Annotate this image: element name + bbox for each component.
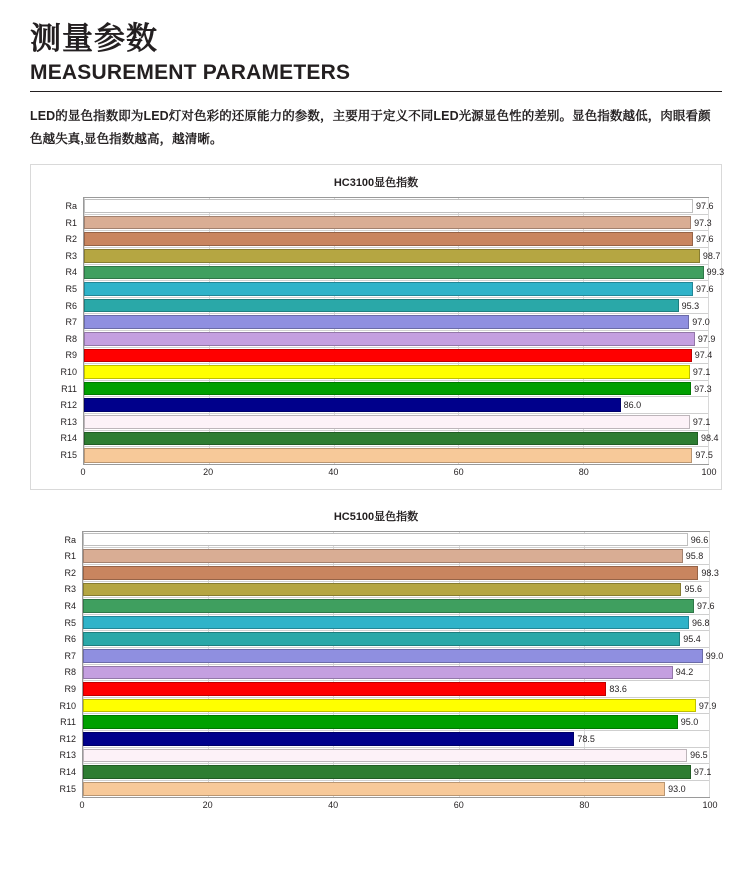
chart-bar-track xyxy=(84,397,708,413)
chart-row-label: R11 xyxy=(60,717,76,728)
page-title-en: MEASUREMENT PARAMETERS xyxy=(30,61,351,85)
chart-bar xyxy=(84,199,693,213)
chart-bar xyxy=(84,398,621,412)
chart-bar-value: 95.0 xyxy=(680,717,699,728)
chart-row xyxy=(65,215,712,232)
axis-tick-label: 80 xyxy=(579,800,590,811)
chart-bar xyxy=(84,332,695,346)
chart-bar-track xyxy=(83,781,709,798)
title-divider xyxy=(30,91,722,92)
chart-row-label: R2 xyxy=(65,234,77,245)
chart-bar-track xyxy=(84,198,714,214)
chart-row-label: R6 xyxy=(65,300,77,311)
chart-bar xyxy=(83,533,688,547)
chart-row-label: R14 xyxy=(60,433,77,444)
chart-bar-value: 96.6 xyxy=(690,534,709,545)
chart-bar xyxy=(83,616,689,630)
chart-row xyxy=(60,714,709,731)
chart-bar-value: 99.3 xyxy=(706,267,725,278)
chart-bar-track xyxy=(84,348,713,364)
chart-row xyxy=(60,447,713,464)
chart-row-label: R4 xyxy=(64,600,76,611)
chart-bar-value: 97.1 xyxy=(692,416,711,427)
chart-bar xyxy=(84,315,689,329)
chart-bar xyxy=(84,349,692,363)
chart-bar-value: 97.6 xyxy=(696,284,714,295)
chart-row xyxy=(64,598,715,615)
chart-bar xyxy=(83,549,683,563)
chart-bar-value: 96.8 xyxy=(691,617,710,628)
chart-row-label: R3 xyxy=(64,584,76,595)
chart-bar-track xyxy=(83,615,709,631)
chart-bar-value: 95.3 xyxy=(681,300,700,311)
chart-bar-value: 86.0 xyxy=(623,400,642,411)
chart-bar-value: 97.6 xyxy=(696,234,714,245)
chart-bar-value: 97.9 xyxy=(697,333,716,344)
chart-bar-track xyxy=(84,381,712,397)
chart-row xyxy=(65,231,714,248)
chart-bar-value: 97.4 xyxy=(694,350,713,361)
chart-row xyxy=(60,414,711,431)
chart-bar-value: 95.6 xyxy=(684,584,702,595)
chart-row-label: R2 xyxy=(64,567,76,578)
chart-bar-value: 97.9 xyxy=(698,700,717,711)
chart-hc3100 xyxy=(30,164,725,490)
chart-row-label: R12 xyxy=(60,400,77,411)
chart-row-label: R15 xyxy=(60,450,77,461)
chart-bar-value: 98.4 xyxy=(701,433,719,444)
chart-bar xyxy=(84,266,704,280)
chart-bar xyxy=(83,715,678,729)
chart-row xyxy=(65,281,714,298)
chart-row xyxy=(60,431,719,448)
chart-row-label: R3 xyxy=(65,250,77,261)
page-root xyxy=(0,22,752,870)
chart-row-label: R1 xyxy=(64,551,76,562)
chart-row-label: R1 xyxy=(65,217,77,228)
chart-bar xyxy=(83,583,681,597)
chart-bar xyxy=(83,732,574,746)
chart-bar-value: 96.5 xyxy=(690,750,708,761)
chart-row xyxy=(60,397,708,414)
chart-bar-track xyxy=(83,748,709,764)
chart-bar xyxy=(83,682,606,696)
chart-bar xyxy=(83,699,696,713)
chart-bar-value: 97.1 xyxy=(693,766,712,777)
chart-bar xyxy=(83,632,680,646)
intro-paragraph: LED的显色指数即为LED灯对色彩的还原能力的参数，主要用于定义不同LED光源显色性的差别。显色指数越低，肉眼看颜色越失真,显色指数越高，越清晰。 xyxy=(30,109,711,146)
axis-tick-label: 0 xyxy=(80,466,86,477)
chart-bar-value: 97.1 xyxy=(692,367,711,378)
chart-bar-value: 98.7 xyxy=(702,250,721,261)
chart-bar xyxy=(83,749,687,763)
chart-bar xyxy=(84,448,692,463)
chart-bar xyxy=(84,249,700,263)
chart-bar-value: 95.8 xyxy=(685,551,704,562)
chart-bar-track xyxy=(84,414,711,430)
chart-row-label: R12 xyxy=(59,733,76,744)
chart-bar-track xyxy=(84,331,716,347)
chart-bar xyxy=(84,432,698,446)
chart-row-label: R5 xyxy=(65,284,77,295)
chart-bar-track xyxy=(83,631,709,647)
chart-row-label: R9 xyxy=(64,683,76,694)
chart-bar-track xyxy=(83,532,709,548)
chart-row xyxy=(61,381,712,398)
chart-bar-track xyxy=(83,698,717,714)
chart-row-label: Ra xyxy=(64,534,76,545)
chart-bar-track xyxy=(83,731,709,747)
chart-bar-value: 99.0 xyxy=(705,650,724,661)
chart-bar-value: 95.4 xyxy=(683,634,701,645)
chart-bar-track xyxy=(84,314,708,330)
chart-row xyxy=(65,298,708,315)
chart-plot-area xyxy=(59,531,724,815)
chart-bar-track xyxy=(83,665,709,681)
chart-row xyxy=(65,314,710,331)
chart-row xyxy=(64,681,709,698)
chart-row-label: R15 xyxy=(59,783,76,794)
chart-row-label: R9 xyxy=(65,350,77,361)
chart-row xyxy=(64,631,709,648)
chart-bar-value: 97.5 xyxy=(695,450,713,461)
chart-bar xyxy=(83,566,698,580)
chart-plot-area xyxy=(60,197,725,481)
axis-tick-label: 20 xyxy=(202,800,213,811)
chart-bar-track xyxy=(84,431,719,447)
chart-bar xyxy=(84,382,691,396)
chart-row xyxy=(64,548,709,565)
chart-bar-track xyxy=(83,648,724,664)
chart-bar-value: 97.3 xyxy=(694,383,712,394)
chart-bar-track xyxy=(84,265,725,281)
chart-bar-track xyxy=(83,598,715,614)
chart-bar-value: 78.5 xyxy=(577,733,595,744)
chart-title: HC3100显色指数 xyxy=(333,177,419,190)
chart-bar xyxy=(84,299,679,313)
chart-row-label: R6 xyxy=(64,634,76,645)
chart-row xyxy=(59,764,712,781)
chart-title: HC5100显色指数 xyxy=(333,510,419,523)
chart-row-label: R11 xyxy=(61,383,77,394)
chart-bar-track xyxy=(84,248,721,264)
chart-hc5100 xyxy=(30,504,722,823)
chart-bar-value: 97.0 xyxy=(692,317,710,328)
chart-row xyxy=(65,265,725,282)
chart-row xyxy=(65,248,721,265)
chart-row-label: R14 xyxy=(59,766,76,777)
chart-bar-track xyxy=(83,582,709,598)
chart-row-label: R5 xyxy=(64,617,76,628)
chart-bar xyxy=(83,666,673,680)
chart-x-axis xyxy=(79,798,718,814)
chart-row-label: R8 xyxy=(65,333,77,344)
chart-bar xyxy=(83,599,694,613)
chart-bar-track xyxy=(83,565,719,581)
chart-row-label: R7 xyxy=(65,317,77,328)
chart-row xyxy=(59,748,709,765)
chart-bar-value: 83.6 xyxy=(609,683,627,694)
chart-bar xyxy=(83,649,703,663)
chart-bar xyxy=(84,415,690,429)
axis-tick-label: 80 xyxy=(578,466,589,477)
chart-row-label: R4 xyxy=(65,267,77,278)
chart-row xyxy=(65,348,713,365)
axis-tick-label: 60 xyxy=(453,466,464,477)
chart-bar-track xyxy=(83,714,709,730)
chart-bar-value: 93.0 xyxy=(668,783,686,794)
chart-row xyxy=(64,565,719,582)
chart-bar-value: 97.6 xyxy=(696,201,714,212)
chart-x-axis xyxy=(80,465,717,481)
chart-bar-value: 97.6 xyxy=(696,600,715,611)
chart-row xyxy=(65,198,714,215)
axis-tick-label: 40 xyxy=(328,800,339,811)
chart-bar xyxy=(84,282,693,296)
chart-row xyxy=(59,731,709,748)
chart-row xyxy=(59,781,709,798)
chart-bar xyxy=(83,782,665,797)
axis-tick-label: 100 xyxy=(702,800,718,811)
axis-tick-label: 0 xyxy=(79,800,85,811)
chart-bar-track xyxy=(84,364,711,380)
chart-bar-track xyxy=(84,215,712,231)
chart-row xyxy=(65,331,716,348)
chart-row xyxy=(60,364,711,381)
chart-bar xyxy=(83,765,691,779)
axis-tick-label: 40 xyxy=(328,466,339,477)
chart-row xyxy=(64,582,709,599)
chart-bar-value: 98.3 xyxy=(701,567,719,578)
chart-row xyxy=(64,615,710,632)
chart-bar-value: 94.2 xyxy=(675,667,694,678)
chart-bar-track xyxy=(84,281,714,297)
chart-row-label: R7 xyxy=(64,650,76,661)
axis-tick-label: 20 xyxy=(203,466,214,477)
chart-bar-track xyxy=(84,447,713,464)
axis-tick-label: 60 xyxy=(453,800,464,811)
chart-bars xyxy=(59,531,724,799)
chart-bar xyxy=(84,365,690,379)
chart-bar-track xyxy=(84,231,714,247)
chart-bars xyxy=(60,197,725,465)
chart-row xyxy=(64,648,724,665)
chart-row-label: R10 xyxy=(60,367,77,378)
axis-tick-label: 100 xyxy=(701,466,717,477)
chart-bar-track xyxy=(83,548,709,564)
chart-row-label: R13 xyxy=(60,416,77,427)
chart-bar-track xyxy=(83,764,712,780)
chart-row xyxy=(59,698,717,715)
chart-row-label: R10 xyxy=(59,700,76,711)
chart-bar-track xyxy=(83,681,709,697)
chart-row-label: R13 xyxy=(59,750,76,761)
chart-row xyxy=(64,665,709,682)
page-title-cn: 测量参数 xyxy=(30,21,158,56)
chart-row-label: Ra xyxy=(65,201,77,212)
chart-row xyxy=(64,532,709,549)
chart-bar-track xyxy=(84,298,708,314)
chart-bar xyxy=(84,216,691,230)
chart-row-label: R8 xyxy=(64,667,76,678)
chart-bar xyxy=(84,232,693,246)
chart-bar-value: 97.3 xyxy=(694,217,712,228)
